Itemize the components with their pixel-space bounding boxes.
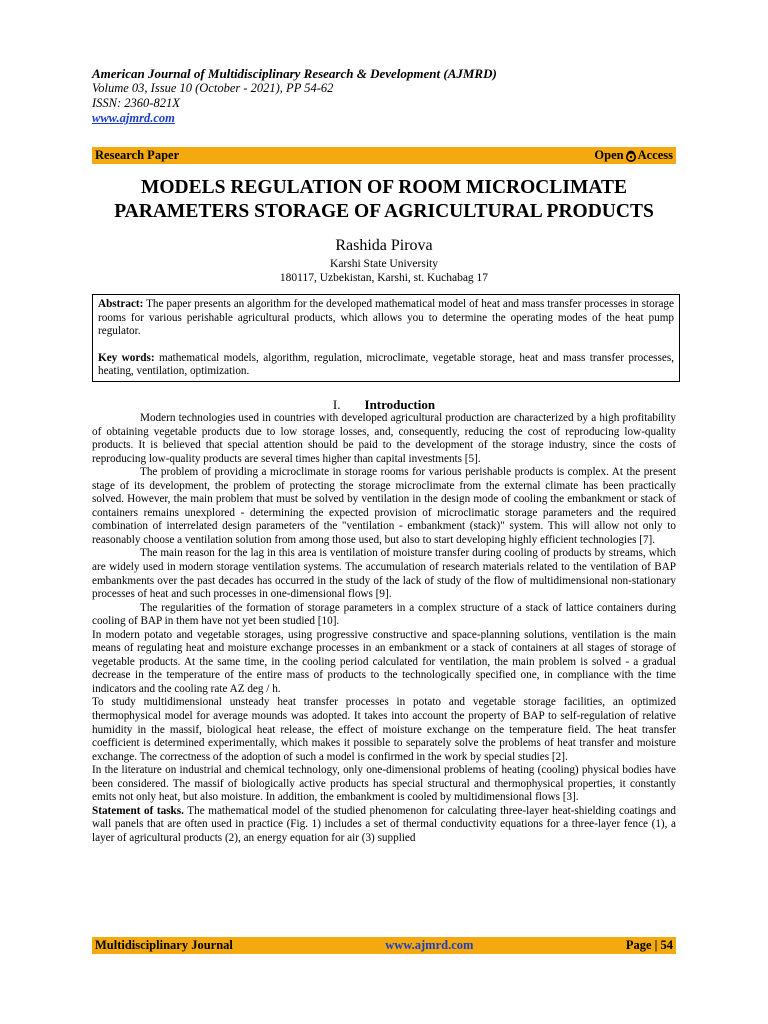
footer-bar bbox=[92, 937, 676, 954]
journal-header bbox=[92, 66, 676, 126]
research-paper-bar bbox=[92, 147, 676, 164]
abstract-text: The paper presents an algorithm for the developed mathematical model of heat and mass transfer processes in storage rooms for various perishable agricultural products, which allows you to determine the operating modes of the heat pump regulator. bbox=[98, 298, 674, 337]
journal-name: American Journal of Multidisciplinary Research & Development (AJMRD) bbox=[92, 66, 497, 81]
keywords-paragraph bbox=[98, 352, 674, 379]
keywords-text: mathematical models, algorithm, regulation, microclimate, vegetable storage, heat and mass transfer processes, heating, ventilation, optimization. bbox=[98, 351, 675, 377]
paragraph: The main reason for the lag in this area is ventilation of moisture transfer during cooling of products by streams, which are widely used in modern storage ventilation systems. The accumulation of research materials related to the ventilation of BAP embankments over the past decades has occurred in the study of the lack of study of the flow of multidimensional non-stationary processes of heat and such processes in one-dimensional flows [9]. bbox=[92, 547, 676, 601]
author-institution: Karshi State University bbox=[330, 258, 438, 270]
open-access-label bbox=[594, 148, 673, 163]
title-line-2: PARAMETERS STORAGE OF AGRICULTURAL PRODUCTS bbox=[114, 201, 654, 222]
footer-url-link[interactable]: www.ajmrd.com bbox=[385, 938, 474, 952]
paper-title bbox=[92, 176, 676, 224]
keywords-label: Key words: bbox=[98, 351, 155, 364]
section-number: I. bbox=[332, 397, 341, 412]
paper-type-label: Research Paper bbox=[95, 148, 180, 162]
title-line-1: MODELS REGULATION OF ROOM MICROCLIMATE bbox=[140, 177, 628, 198]
abstract-box bbox=[92, 294, 680, 382]
abstract-label: Abstract: bbox=[98, 298, 144, 310]
section-name: Introduction bbox=[364, 397, 436, 412]
paragraph: The regularities of the formation of storage parameters in a complex structure of a stack of lattice containers during cooling of BAP in them have not yet been studied [10]. bbox=[92, 601, 676, 628]
statement-paragraph bbox=[92, 805, 676, 846]
paragraph: The problem of providing a microclimate in storage rooms for various perishable products is complex. At the present stage of its development, the problem of protecting the storage microclimate from the external climate has been practically solved. However, the main problem that must be solved by ventilation in the design mode of cooling the embankment or stack of containers remains unexplored - determining the expected provision of microclimatic storage parameters and the required combination of interrelated design parameters of the "ventilation - embankment (stack)" system. This will allow not only to reasonably choose a ventilation solution from among those used, but also to start developing highly efficient technologies [7]. bbox=[92, 466, 676, 546]
access-word: Access bbox=[637, 148, 673, 162]
footer-journal: Multidisciplinary Journal bbox=[95, 938, 233, 952]
open-word: Open bbox=[594, 148, 624, 162]
paragraph: In the literature on industrial and chemical technology, only one-dimensional problems of heating (cooling) physical bodies have been considered. The massif of biologically active products has special structural and thermophysical properties, it constantly emits not only heat, but also moisture. In addition, the embankment is cooled by multidimensional flows [3]. bbox=[92, 764, 676, 804]
paragraph: Modern technologies used in countries with developed agricultural production are characterized by a high profitability of obtaining vegetable products due to low storage losses, and, consequently, reducing the cost of reproducing low-quality products. It is believed that special attention should be paid to the development of the storage industry, since the costs of reproducing low-quality products are several times higher than capital investments [5]. bbox=[92, 412, 676, 465]
paragraph: In modern potato and vegetable storages, using progressive constructive and space-planning solutions, ventilation is the main means of regulating heat and moisture exchange processes in an embankment or a stack of containers at all stages of storage of vegetable products. At the same time, in the cooling period calculated for ventilation, the main problem is solved - a gradual decrease in the temperature of the entire mass of products to the technologically specified one, in compliance with the time indicators and the cooling rate AZ deg / h. bbox=[92, 628, 676, 695]
journal-volume: Volume 03, Issue 10 (October - 2021), PP 54-62 bbox=[92, 81, 334, 95]
statement-label: Statement of tasks. bbox=[92, 804, 184, 817]
journal-issn: ISSN: 2360-821X bbox=[92, 96, 180, 110]
author-affiliation bbox=[92, 257, 676, 285]
footer-page-number: Page | 54 bbox=[625, 938, 673, 952]
author-name: Rashida Pirova bbox=[335, 237, 433, 254]
abstract-paragraph bbox=[98, 298, 674, 339]
paragraph: To study multidimensional unsteady heat transfer processes in potato and vegetable storage facilities, an optimized thermophysical model for average mounds was adopted. It takes into account the property of BAP to self-regulation of relative humidity in the massif, biological heat release, the effect of moisture exchange on the temperature field. The heat transfer coefficient is determined experimentally, which makes it possible to separately solve the problems of heat transfer and moisture exchange. The correctness of the adoption of such a model is confirmed in the work by special studies [2]. bbox=[92, 696, 676, 763]
section-heading bbox=[92, 397, 676, 413]
open-access-icon bbox=[625, 150, 637, 162]
statement-text: The mathematical model of the studied phenomenon for calculating three-layer heat-shielding coatings and wall panels that are often used in practice (Fig. 1) includes a set of thermal conductivity equations for a three-layer fence (1), a layer of agricultural products (2), an energy equation for air (3) supplied bbox=[92, 804, 676, 844]
journal-url-link[interactable]: www.ajmrd.com bbox=[92, 111, 175, 125]
body-text bbox=[92, 412, 676, 846]
author-address: 180117, Uzbekistan, Karshi, st. Kuchabag 17 bbox=[279, 272, 489, 284]
